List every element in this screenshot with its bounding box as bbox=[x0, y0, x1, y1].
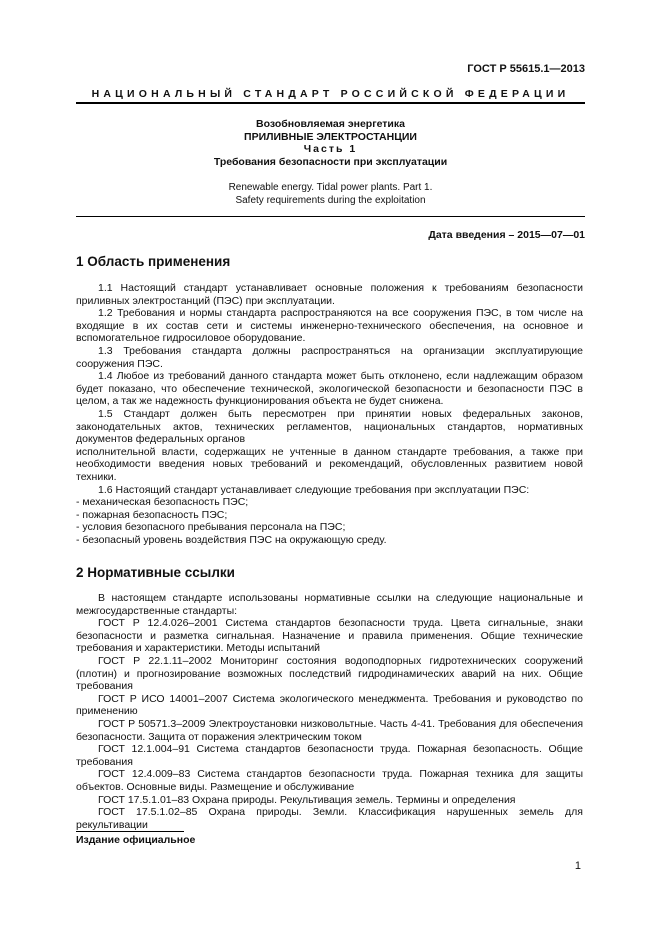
official-edition-label: Издание официальное bbox=[76, 834, 196, 846]
list-item: - безопасный уровень воздействия ПЭС на окружающую среду. bbox=[76, 533, 387, 546]
national-standard-heading: НАЦИОНАЛЬНЫЙ СТАНДАРТ РОССИЙСКОЙ ФЕДЕРАЦИИ bbox=[91, 88, 570, 100]
section-2-body bbox=[76, 592, 583, 831]
paragraph: исполнительной власти, содержащих не учтенные в данном стандарте требования, а также при необходимости введения новых требований и рекомендаций, обусловленных развитием новой техники. bbox=[76, 445, 583, 483]
section-1-body bbox=[76, 282, 583, 546]
paragraph: В настоящем стандарте использованы нормативные ссылки на следующие национальные и межгосударственные стандарты: bbox=[76, 592, 583, 617]
introduction-date: Дата введения – 2015—07—01 bbox=[428, 229, 585, 241]
paragraph: 1.1 Настоящий стандарт устанавливает основные положения к требованиям безопасности приливных электростанций (ПЭС) при эксплуатации. bbox=[76, 282, 583, 307]
gost-code: ГОСТ Р 55615.1—2013 bbox=[467, 63, 585, 75]
reference-item: ГОСТ Р ИСО 14001–2007 Система экологического менеджмента. Требования и руководство по применению bbox=[76, 692, 583, 718]
middle-rule bbox=[76, 216, 585, 217]
list-item: - пожарная безопасность ПЭС; bbox=[76, 508, 228, 521]
title-part: Часть 1 bbox=[303, 143, 358, 155]
english-title-block bbox=[76, 182, 585, 207]
reference-item: ГОСТ Р 22.1.11–2002 Мониторинг состояния водоподпорных гидротехнических сооружений (плотин) и прогнозирование возможных последствий гидродинамических аварий на них. Общие требования bbox=[76, 654, 583, 693]
title-line-2: ПРИЛИВНЫЕ ЭЛЕКТРОСТАНЦИИ bbox=[244, 130, 417, 143]
paragraph: 1.5 Стандарт должен быть пересмотрен при принятии новых федеральных законов, законодательных актов, технических регламентов, национальных стандартов, нормативных документов федеральных органов bbox=[76, 407, 583, 446]
list-item: - механическая безопасность ПЭС; bbox=[76, 496, 249, 509]
reference-item: ГОСТ 12.4.009–83 Система стандартов безопасности труда. Пожарная техника для защиты объектов. Основные виды. Размещение и обслуживание bbox=[76, 768, 583, 793]
title-line-1: Возобновляемая энергетика bbox=[256, 118, 405, 130]
reference-item: ГОСТ Р 50571.3–2009 Электроустановки низковольтные. Часть 4-41. Требования для обеспечения безопасности. Защита от поражения электрическим током bbox=[76, 717, 583, 743]
title-line-4: Требования безопасности при эксплуатации bbox=[213, 155, 448, 168]
english-title-line-1: Renewable energy. Tidal power plants. Part 1. bbox=[228, 182, 433, 193]
page-number: 1 bbox=[574, 860, 581, 872]
section-1-heading: 1 Область применения bbox=[76, 254, 231, 269]
reference-item: ГОСТ 17.5.1.02–85 Охрана природы. Земли. Классификация нарушенных земель для рекультивации bbox=[76, 806, 583, 831]
paragraph: 1.4 Любое из требований данного стандарта может быть отклонено, если надлежащим образом будет показано, что обеспечение технической, экологической безопасности и безопасности ПЭС в целом, а так же надежность функционирования объекта не будет снижена. bbox=[76, 370, 583, 408]
footer-rule bbox=[76, 831, 184, 832]
reference-item: ГОСТ Р 12.4.026–2001 Система стандартов безопасности труда. Цвета сигнальные, знаки безопасности и разметка сигнальная. Назначение и правила применения. Общие технические требования и характеристики. Методы испытаний bbox=[76, 617, 583, 655]
paragraph: 1.2 Требования и нормы стандарта распространяются на все сооружения ПЭС, в том числе на входящие в их состав сети и системы инженерно-технического обеспечения, на основное и вспомогательное гидросиловое оборудование. bbox=[76, 307, 583, 345]
title-block bbox=[76, 118, 585, 168]
list-item: - условия безопасного пребывания персонала на ПЭС; bbox=[76, 521, 346, 534]
paragraph: 1.6 Настоящий стандарт устанавливает следующие требования при эксплуатации ПЭС: bbox=[98, 483, 530, 496]
section-2-heading: 2 Нормативные ссылки bbox=[76, 565, 235, 580]
top-rule bbox=[76, 102, 585, 104]
reference-item: ГОСТ 12.1.004–91 Система стандартов безопасности труда. Пожарная безопасность. Общие требования bbox=[76, 743, 583, 768]
paragraph: 1.3 Требования стандарта должны распространяться на организации эксплуатирующие сооружения ПЭС. bbox=[76, 344, 583, 370]
reference-item: ГОСТ 17.5.1.01–83 Охрана природы. Рекультивация земель. Термины и определения bbox=[98, 793, 516, 806]
english-title-line-2: Safety requirements during the exploitation bbox=[235, 194, 426, 206]
